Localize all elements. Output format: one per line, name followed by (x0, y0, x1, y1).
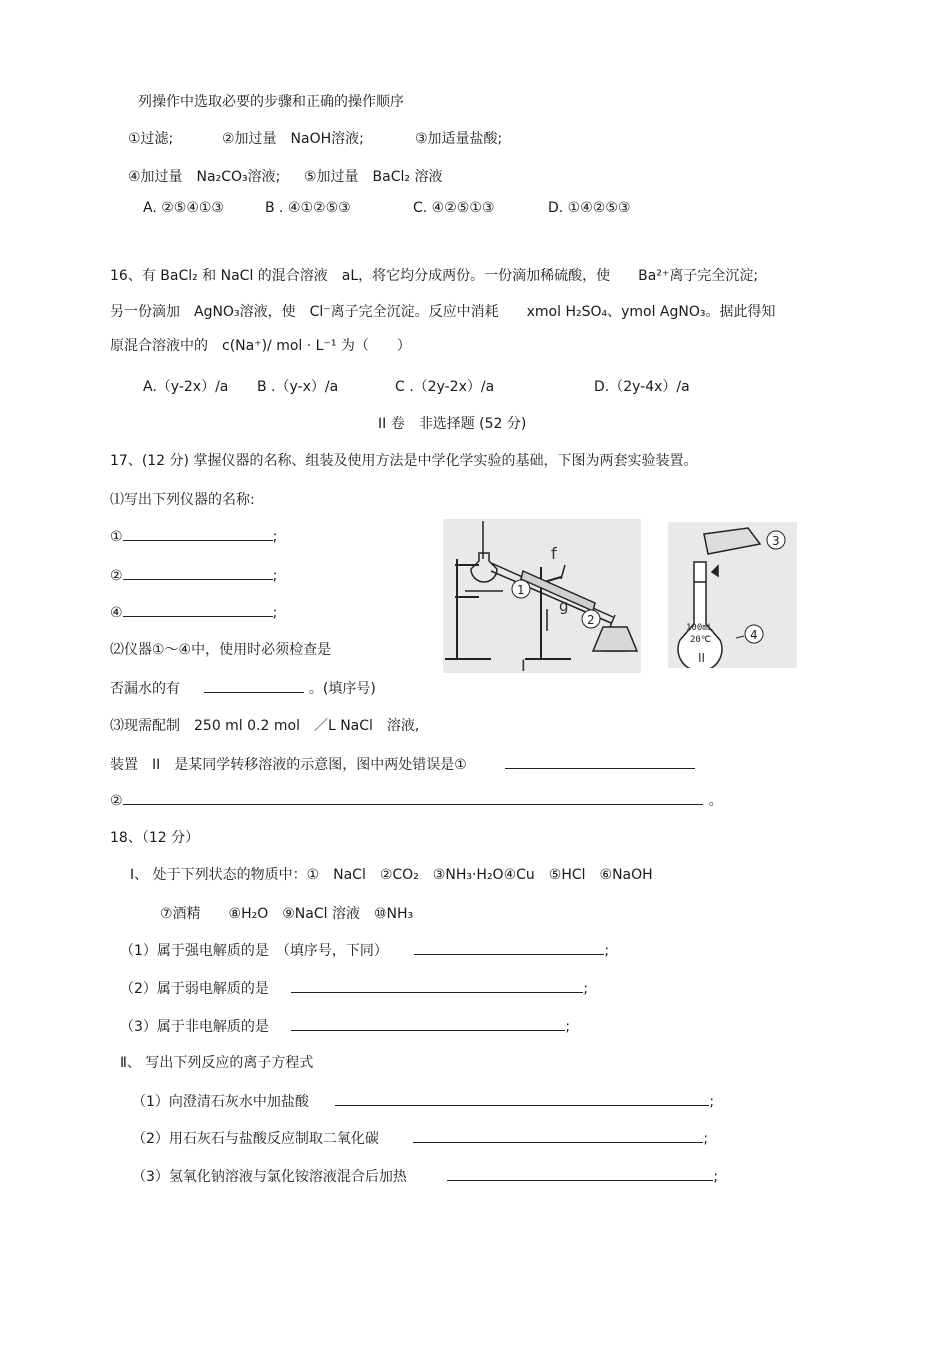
semicolon: ; (709, 1094, 715, 1110)
blank-label: ④ (110, 605, 123, 621)
semicolon: ; (565, 1019, 571, 1035)
answer-blank[interactable] (447, 1166, 713, 1181)
q18-r3 (132, 1166, 718, 1187)
answer-blank[interactable] (335, 1091, 709, 1106)
figure-caption-i: I (521, 656, 526, 673)
semicolon: ; (713, 1169, 719, 1185)
q18-q3 (120, 1016, 570, 1037)
figure-transfer (668, 522, 797, 668)
figure-distillation (443, 519, 641, 673)
answer-blank[interactable] (123, 602, 273, 617)
q16-line3: 原混合溶液中的 c(Na⁺)/ mol · L⁻¹ 为（ ） (110, 338, 411, 354)
q17-sub3-b (110, 754, 695, 775)
q15-step2: ②加过量 NaOH溶液; (222, 131, 364, 147)
q17-sub3-a: ⑶现需配制 250 ml 0.2 mol ／L NaCl 溶液, (110, 718, 420, 734)
q17-sub2-b (110, 678, 376, 699)
q15-option-a: A. ②⑤④①③ (143, 200, 224, 216)
q15-step1: ①过滤; (128, 131, 174, 147)
q17-blank1[interactable] (110, 526, 277, 547)
q17-blank2[interactable] (110, 565, 277, 586)
q18-q1 (120, 940, 609, 961)
q17-error2 (110, 790, 723, 811)
q16-option-b: B .（y-x）/a (257, 379, 339, 395)
q16-option-a: A.（y-2x）/a (143, 379, 229, 395)
marker-3-text: 3 (772, 534, 780, 548)
q17-stem: 17、(12 分) 掌握仪器的名称、组装及使用方法是中学化学实验的基础，下图为两套实验装置。 (110, 453, 698, 469)
q18-q1-text: （1）属于强电解质的是 （填序号，下同） (120, 943, 388, 959)
blank-label: ② (110, 568, 123, 584)
q18-q3-text: （3）属于非电解质的是 (120, 1019, 269, 1035)
answer-blank[interactable] (413, 1128, 703, 1143)
q17-sub2-b-tail: 。(填序号) (308, 681, 376, 697)
q18-part2: Ⅱ、 写出下列反应的离子方程式 (120, 1055, 314, 1071)
answer-blank[interactable] (123, 565, 273, 580)
label-g: g (559, 597, 569, 615)
q16-line1: 16、有 BaCl₂ 和 NaCl 的混合溶液 aL，将它均分成两份。一份滴加稀硫酸，使 Ba²⁺离子完全沉淀; (110, 268, 759, 284)
q15-option-d: D. ①④②⑤③ (548, 200, 631, 216)
q18-r2 (132, 1128, 708, 1149)
q15-stem-tail: 列操作中选取必要的步骤和正确的操作顺序 (138, 94, 404, 110)
label-f: f (551, 544, 557, 563)
q16-option-d: D.（2y-4x）/a (594, 379, 690, 395)
transfer-diagram (668, 522, 797, 668)
marker-4-text: 4 (750, 628, 758, 642)
section-title: II 卷 非选择题 (52 分) (378, 416, 527, 432)
q18-q2 (120, 978, 588, 999)
marker-2-text: 2 (587, 613, 595, 627)
distillation-diagram (443, 519, 641, 673)
q16-option-c: C .（2y-2x）/a (395, 379, 495, 395)
answer-blank[interactable] (505, 754, 695, 769)
q17-sub3-b-text: 装置 II 是某同学转移溶液的示意图，图中两处错误是① (110, 757, 467, 773)
q18-part1-b: ⑦酒精 ⑧H₂O ⑨NaCl 溶液 ⑩NH₃ (160, 906, 414, 922)
answer-blank[interactable] (414, 940, 604, 955)
semicolon: ; (272, 605, 278, 621)
q18-r2-text: （2）用石灰石与盐酸反应制取二氧化碳 (132, 1131, 379, 1147)
semicolon: ; (583, 981, 589, 997)
answer-blank[interactable] (204, 678, 304, 693)
q16-line2: 另一份滴加 AgNO₃溶液，使 Cl⁻离子完全沉淀。反应中消耗 xmol H₂SO₄、ymol AgNO₃。据此得知 (110, 304, 776, 320)
q15-option-b: B . ④①②⑤③ (265, 200, 351, 216)
q18-q2-text: （2）属于弱电解质的是 (120, 981, 269, 997)
answer-blank[interactable] (123, 790, 703, 805)
q15-option-c: C. ④②⑤①③ (413, 200, 495, 216)
q17-sub2-b-text: 否漏水的有 (110, 681, 180, 697)
flask-volume: 100mL (686, 623, 714, 633)
marker-1-text: 1 (517, 583, 525, 597)
flask-temp: 20℃ (690, 635, 711, 645)
blank-label: ① (110, 529, 123, 545)
q15-step3: ③加适量盐酸; (415, 131, 503, 147)
answer-blank[interactable] (291, 978, 583, 993)
answer-blank[interactable] (123, 526, 273, 541)
semicolon: ; (703, 1131, 709, 1147)
semicolon: ; (272, 529, 278, 545)
q18-head: 18、（12 分） (110, 830, 200, 846)
semicolon: ; (604, 943, 610, 959)
q18-r1-text: （1）向澄清石灰水中加盐酸 (132, 1094, 309, 1110)
q18-part1-a: Ⅰ、 处于下列状态的物质中：① NaCl ②CO₂ ③NH₃·H₂O④Cu ⑤HCl ⑥NaOH (130, 867, 653, 883)
q17-sub2-a: ⑵仪器①～④中，使用时必须检查是 (110, 642, 332, 658)
figure-caption-ii: II (698, 651, 706, 665)
q18-r1 (132, 1091, 714, 1112)
blank-label: ② (110, 793, 123, 809)
q17-blank4[interactable] (110, 602, 277, 623)
q18-r3-text: （3）氢氧化钠溶液与氯化铵溶液混合后加热 (132, 1169, 407, 1185)
q15-step5: ⑤加过量 BaCl₂ 溶液 (304, 169, 443, 185)
q17-sub1: ⑴写出下列仪器的名称: (110, 492, 255, 508)
semicolon: ; (272, 568, 278, 584)
period: 。 (708, 793, 723, 809)
answer-blank[interactable] (291, 1016, 565, 1031)
q15-step4: ④加过量 Na₂CO₃溶液; (128, 169, 281, 185)
